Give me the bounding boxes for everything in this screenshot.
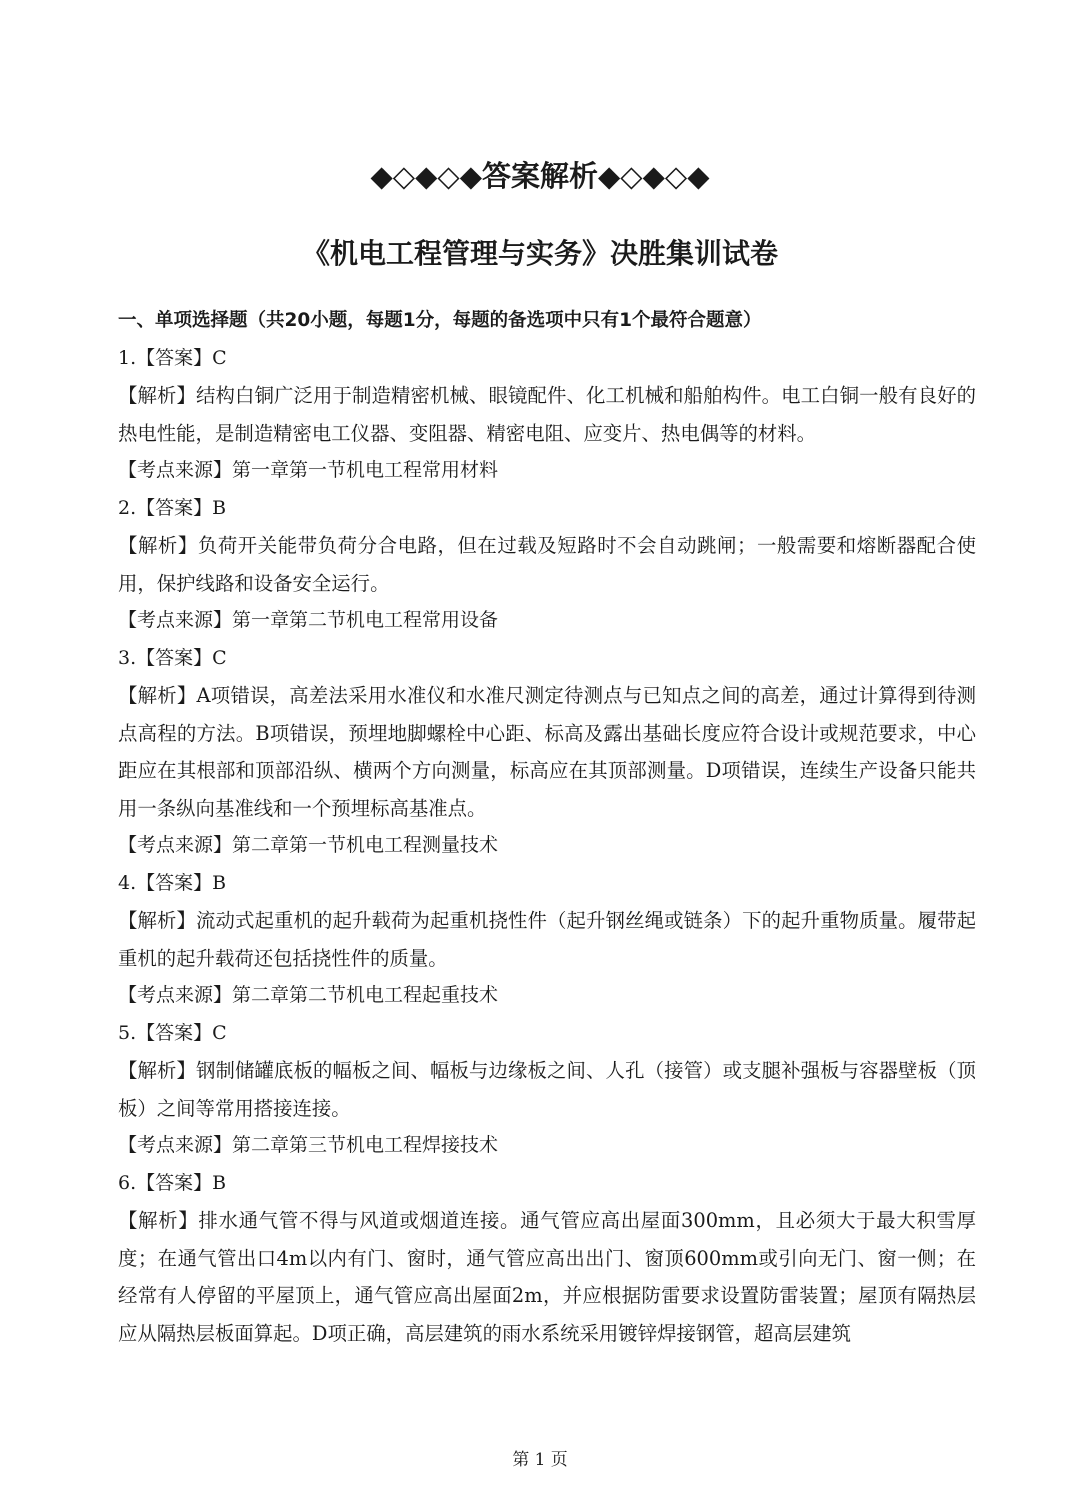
analysis-text: 【解析】结构白铜广泛用于制造精密机械、眼镜配件、化工机械和船舶构件。电工白铜一般有良好的热电性能，是制造精密电工仪器、变阻器、精密电阻、应变片、热电偶等的材料。 (118, 384, 976, 445)
answer-line: 1.【答案】C (118, 346, 227, 369)
exam-title: 《机电工程管理与实务》决胜集训试卷 (301, 237, 778, 270)
source-line: 【考点来源】第二章第三节机电工程焊接技术 (118, 1134, 499, 1156)
page-number: 第 1 页 (512, 1450, 568, 1470)
answer-analysis-banner: ◆◇◆◇◆答案解析◆◇◆◇◆ (370, 159, 710, 193)
analysis-text: 【解析】A项错误，高差法采用水准仪和水准尺测定待测点与已知点之间的高差，通过计算得到待测点高程的方法。B项错误，预埋地脚螺栓中心距、标高及露出基础长度应符合设计或规范要求，中心距应在其根部和顶部沿纵、横两个方向测量，标高应在其顶部测量。D项错误，连续生产设备只能共用一条纵向基准线和一个预埋标高基准点。 (118, 684, 976, 820)
question-6 (118, 1165, 976, 1353)
analysis-text: 【解析】负荷开关能带负荷分合电路，但在过载及短路时不会自动跳闸；一般需要和熔断器配合使用，保护线路和设备安全运行。 (118, 534, 976, 595)
answer-line: 6.【答案】B (118, 1171, 227, 1194)
answer-line: 3.【答案】C (118, 646, 227, 669)
source-line: 【考点来源】第二章第二节机电工程起重技术 (118, 984, 499, 1006)
question-5 (118, 1015, 976, 1165)
source-line: 【考点来源】第一章第二节机电工程常用设备 (118, 609, 499, 631)
source-line: 【考点来源】第一章第一节机电工程常用材料 (118, 459, 499, 481)
analysis-text: 【解析】排水通气管不得与风道或烟道连接。通气管应高出屋面300mm，且必须大于最大积雪厚度；在通气管出口4m以内有门、窗时，通气管应高出出门、窗顶600mm或引向无门、窗一侧；在经常有人停留的平屋顶上，通气管应高出屋面2m，并应根据防雷要求设置防雷装置；屋顶有隔热层应从隔热层板面算起。D项正确，高层建筑的雨水系统采用镀锌焊接钢管，超高层建筑 (118, 1209, 976, 1345)
analysis-text: 【解析】钢制储罐底板的幅板之间、幅板与边缘板之间、人孔（接管）或支腿补强板与容器壁板（顶板）之间等常用搭接连接。 (118, 1059, 976, 1120)
answer-line: 5.【答案】C (118, 1021, 227, 1044)
question-4 (118, 865, 976, 1015)
section-heading: 一、单项选择题（共20小题，每题1分，每题的备选项中只有1个最符合题意） (118, 310, 762, 331)
source-line: 【考点来源】第二章第一节机电工程测量技术 (118, 834, 499, 856)
analysis-text: 【解析】流动式起重机的起升载荷为起重机挠性件（起升钢丝绳或链条）下的起升重物质量。履带起重机的起升载荷还包括挠性件的质量。 (118, 909, 976, 970)
question-3 (118, 640, 976, 865)
answer-line: 2.【答案】B (118, 496, 227, 519)
document-body (118, 302, 976, 1352)
question-2 (118, 490, 976, 640)
answer-line: 4.【答案】B (118, 871, 227, 894)
question-1 (118, 340, 976, 490)
